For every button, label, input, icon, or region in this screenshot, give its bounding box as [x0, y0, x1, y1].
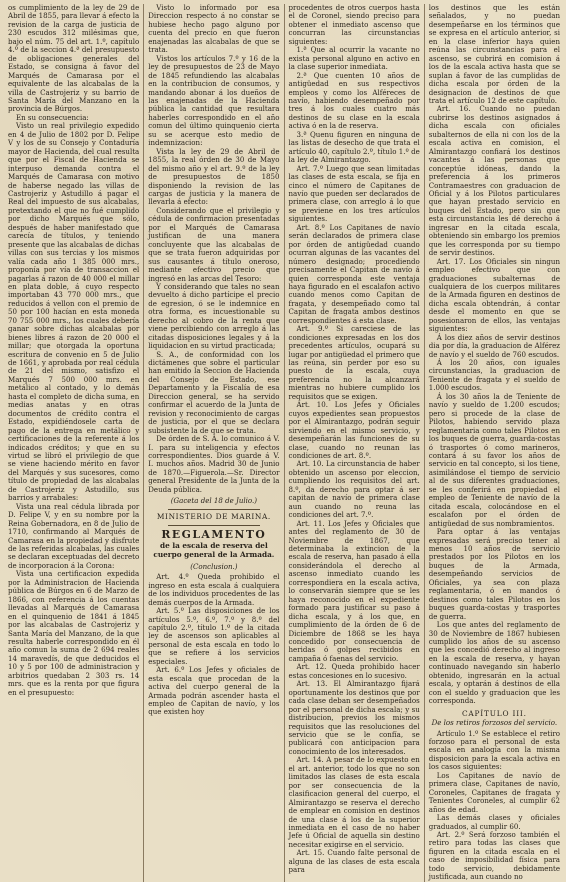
article: Art. 15. Cuando falte personal de alguna de las clases de esta escala para: [288, 848, 420, 875]
paragraph: Vista una certificacion expedida por la Administracion de Hacienda pública de Búrgos en 6 de Marzo de 1866, con referencia á los cuentas llevadas al Marqués de Camarasa en el quinquenio de 1841 á 1845 por las alcabalas de Castrojeriz y Santa María del Manzano, de la que resulta haberle correspondido en él año comun la suma de 2 694 reales 14 maravedís, de que deducidos el 10 y 5 por 100 de administracion y arbitrios quedaban 2 303 rs. 14 mrs. que es la renta por que figura en el presupuesto:: [8, 569, 140, 697]
paragraph: Á los 30 años la de Teniente de navío y sueldo de 1.200 escudos; pero si procede de la clase de Pilotos, habiendo servido plaza reglamentaria como tales Pilotos en los buques de guerra, guarda-costas ó trasportes ó como marineros, contará á su favor los años de servicio en tal concepto, si los tiene, asimilándose el tiempo de servicio al de sus diferentes graduaciones, se les conferirá en propiedad el empleo de Teniente de navío de la citada escala, colocándose en el escalafon por el órden de antigüedad de sus nombramientos.: [428, 391, 560, 528]
paragraph: 3.ª Quenu figuren en ninguna de las listas de desecho de que trata el artículo 40, capítulo 2.º, título 1.º de la ley de Almirantazgo.: [288, 129, 420, 165]
article: Art. 4.º Queda prohibido el ingreso en esta escala á cualquiera de los individuos procedentes de las demás cuerpos de la Armada.: [148, 572, 280, 607]
paragraph: En su consecuencia:: [16, 112, 89, 122]
article: Art. 17. Los Oficiales sin ningun empleo efectivo que con graduaciones subalternas de cualquiera de los cuerpos militares de la Armada figuren en destinos de dicha escala obtendrán, á contar desde el momento en que se posesionaron de ellos, las ventajas siguientes:: [428, 256, 560, 334]
paragraph: Las demás clases y oficiales graduados, al cumplir 60.: [428, 813, 560, 831]
paragraph: Los que antes del reglamento de 30 de Noviembre de 1867 hubiesen cumplido los años de su ascenso que les concedió derecho al ingreso en la escala de reserva, y hayan continuado navegando sin haberlo obtenido, ingresarán en la actual escala, y optarán á destinos de ella con el sueldo y graduacion que les corresponda.: [428, 620, 560, 706]
article: Art. 6.º Los Jefes y oficiales de esta escala que procedan de la activa del cuerpo general de la Armada podrán ascender hasta el empleo de Capitan de navío, y los que existen hoy: [148, 665, 280, 717]
column-3: [289, 4, 420, 882]
paragraph: Visto lo informado por esa Direccion respecto á no constar se hubiese hecho pago alguno por cuenta del precio en que fueron enajenadas las alcabalas de que se trata.: [148, 3, 280, 55]
article: Art. 8.º Los Capitanes de navío serán declarados de primera clase por órden de antigüedad cuando ocurran algunas de las vacantes del número designado; procediendo precisamente el Capitan de navío á quien corresponda este ventaja haya figurado en el escalafon activo cuando menos como Capitan de fragata, y desempeñado como tal Capitan de fragata ambos destinos correspondientes á esta clase.: [288, 222, 420, 325]
ministry-heading: MINISTERIO DE MARINA.: [156, 511, 271, 521]
article: Art. 16. Cuando no puedan cubrirse los destinos asignados á dicha escala con oficiales subalternos de ella ni con los de la escala activa en comision, el Almirantazgo confiará los destinos vacantes á las personas que conceptúe idóneas, dando la preferencia á los primeros Contramaestres con graduacion de Oficial y á los Pilotos particulares que hayan prestado servicio en buques del Estado, pero sin que esta circunstancia les dé derecho á ingresar en la citada escala, obteniendo sin embargo los premios que les corresponda por su tiempo de servir destinos.: [428, 104, 560, 258]
paragraph: Vista la ley de 29 de Abril de 1855, la real órden de 30 de Mayo del mismo año y el art. 9.º de la ley de presupuestos de 1850 disponiendo la revision de las cargas de justicia y la manera de llevarla á efecto:: [148, 146, 280, 207]
paragraph: los destinos que les están señalados, y no puedan desempeñarse en los términos que se expresa en el artículo anterior, si en la clase inferior haya quien reúna las circunstancias para el ascenso, se cubrirá en comision á los de la escala activa hasta que se suplan á favor de las cumplidas de dicha escala por órden de la designacion de destinos de que trata el artículo 12 de este capítulo.: [428, 3, 560, 105]
paragraph: 1.ª Que al ocurrir la vacante no exista personal alguno en activo en la clase superior inmediata.: [288, 45, 420, 72]
column-4: [429, 4, 560, 882]
paragraph: procedentes de otros cuerpos hasta el de Coronel, siendo preciso para obtener el inmediato ascenso que concurran las circunstancias siguientes:: [288, 3, 420, 46]
article: Art. 10. Los Jefes y Oficiales cuyos expedientes sean propuestos por el Almirantazgo, podrán seguir sirviendo en el mismo servicio, y desempeñarán las funciones de su clase, cuando no reunan las condiciones de art. 8.º.: [288, 400, 420, 461]
paragraph: Á los diez años de servir destinos dia por día, la graduacion de Alférez de navío y el sueldo de 760 escudos.: [428, 332, 560, 359]
paragraph: S. A., de conformidad con los dictámenes que sobre el particular han emitido la Seccion de Hacienda del Consejo de Estado, ese Departamento y la Fiscalía de esa Direccion general, se ha servido confirmar el acuerdo de la Junta de revision y reconocimiento de cargas de justicia, por el que se declara subsistente la de que se trata.: [148, 349, 280, 435]
divider: [168, 509, 259, 510]
article: Art. 9.º Si careciese de las condiciones expresadas en los dos precedentes artículos, ocupará su lugar por antigüedad el primero que las reúna, sin perder por eso su puesto de la escala, cuya preferencia no la alcanzará mientras no hubiere cumplido los requisitos que se exigen.: [288, 324, 420, 401]
chapter-subtitle: De los retiros forzosos del servicio.: [431, 718, 558, 728]
paragraph: Los Capitanes de navío de primera clase, Capitanes de navío, Coroneles, Capitanes de fragata y Tenientes Coroneles, al cumplir 62 años de edad.: [428, 770, 560, 814]
paragraph: Para optar á las ventajas expresadas será preciso tener al menos 10 años de servicio prestados por los Pilotos en los buques de la Armada, desempeñando servicios de Oficiales, ya sea con plaza reglamentaria, ó en mandos ó destinos como tales Pilotos en los buques guarda-costas y trasportes de guerra.: [428, 527, 560, 621]
paragraph: Y considerando que tales no sean devuelto á dicho partícipe el precio de egresion, ó se le indemnice en otra forma, es incuestionable su derecho al cobro de la renta que viene percibiendo con arreglo á las citadas disposiciones legales y á la liquidacion en su virtud practicada;: [148, 281, 280, 351]
paragraph: Considerando que el privilegio y cédula de confirmacion presentadas por el Marqués de Camarasa justifican de una manera concluyente que las alcabalas de que se trata fueron adquiridas por sus causantes á título oneroso, mediante efectivo precio que ingresó en las arcas del Tesoro:: [148, 205, 280, 283]
article: Art. 12. Queda prohibido hacer estas concesiones en lo sucesivo.: [288, 662, 420, 680]
article: Art. 2.º Será forzoso también el retiro para todas las clases que figuren en la citada escala en el caso de imposibilidad física para todo servicio, debidamente justificada, aun cuando no: [428, 829, 560, 882]
article: Artículo 1.º Se establece el retiro forzoso para el personal de esta escala en analogía con la misma disposicion para la escala activa en los casos siguientes:: [428, 728, 560, 772]
article: Art. 11. Los Jefes y Oficiales que antes del reglamento de 30 de Noviembre de 1867, que determinaba la extincion de la escala de reserva, han pasado á ella considerándola el derecho al ascenso inmediato cuando les correspondiera en la escala activa, lo conservarán siempre que se les haya reconocido en el expediente formado para justificar su paso á dicha escala, y á los que, en cumplimiento de la órden de 6 de Diciembre de 1868 se les haya concedido por consecuencia de heridas ó golpes recibidos en campaña ó faenas del servicio.: [288, 518, 420, 663]
article: Art. 5.º Las disposiciones de los artículos 5.º, 6.º, 7.º y 8.º del capítulo 2.º, título 1.º de la citada ley de ascensos son aplicables al personal de esta escala en todo lo que se refiere á los servicios especiales.: [148, 606, 280, 666]
paragraph: os cumplimiento de la ley de 29 de Abril de 1855, para llevar á efecto la revision de la carga de justicia de 230 escudos 312 milésimas que, bajo el núm. 75 del art. 1.º, capítulo 4.º de la seccion 4.ª del presupuesto de obligaciones generales del Estado, se consigna á favor del Marqués de Camarasa por el equivalente de las alcabalas de la villa de Castrojeriz y su barrio de Santa María del Manzano en la provincia de Búrgos.: [8, 3, 140, 114]
article: Art. 10. La circunstancia de haber obtenido un ascenso por eleccion, cumpliendo los requisitos del art. 8.º, da derecho para optar á ser capitan de navío de primera clase aun cuando no reuna las condiciones del art. 7.º.: [288, 459, 420, 520]
article: Art. 14. A pesar de lo expuesto en el art. anterior, todo los que no son limitados las clases de esta escala por ser consecuencia de la clasificacion general del cuerpo, el Almirantazgo se reserva el derecho de emplear en comision en destinos de una clase á los de la superior inmediata en el caso de no haber Jefe ú Oficial de aquella sin destino necesitar exigirse en el servicio.: [288, 755, 420, 849]
chapter-heading: CAPÍTULO III.: [461, 708, 527, 718]
article: Art. 13. El Almirantazgo fijará oportunamente los destinos que por cada clase deban ser desempeñados por el personal de dicha escala; y su distribucion, previos los mismos requisitos que las resoluciones del servicio que se le confía, se publicará con anticipacion para conocimiento de los interesados.: [288, 679, 420, 756]
paragraph: 2.ª Que cuenten 10 años de antigüedad en sus respectivos empleos y como los Alféreces de navío, habiendo desempeñado por tres á los cuales cuatro más destinos de su clase en la escala activa ó en la de reserva.: [288, 70, 420, 131]
divider: [168, 525, 259, 526]
regulation-subtitle: de la escala de reserva del cuerpo general de la Armada.: [153, 541, 275, 559]
regulation-title: REGLAMENTO: [161, 528, 267, 542]
paragraph: Vistos los artículos 7.º y 16 de la ley de presupuestos de 23 de Mayo de 1845 refundiendo las alcabalas en la contribucion de consumos, y mandando abonar á los dueños de las enajenadas de la Hacienda pública la cantidad que resultara haberles correspondido en el año comun del último quinquenio cierta su se acerque esto medio de indemnizacion:: [148, 53, 280, 148]
gazette-date: (Gaceta del 18 de Julio.): [170, 496, 257, 506]
paragraph: De órden de S. A. lo comunico á V. I. para su inteligencia y efectos correspondientes. Dios guarde á V. I. muchos años. Madrid 30 de Junio de 1870.—Figuerola.—Sr. Director general Presidente de la Junta de la Deuda pública.: [148, 434, 280, 494]
column-2: [148, 4, 279, 882]
paragraph: Á los 20 años, con iguales circunstancias, la graduacion de Teniente de fragata y el sueldo de 1.000 escudos.: [428, 358, 560, 393]
column-1: [8, 4, 139, 882]
paragraph: Vista una real cédula librada por D. Felipe V, y en su nombre por la Reina Gobernadora, en 8 de Julio de 1710, confirmando al Marqués de Camarasa en la propiedad y disfrute de las referidas alcabalas, las cuales se declaran exceptuadas del decreto de incorporacion á la Corona:: [8, 501, 140, 570]
conclusion-label: (Conclusion.): [190, 561, 238, 571]
paragraph: Visto un real privilegio expedido en 4 de Julio de 1802 por D. Felipe V y los de su Consejo y Contaduría mayor de Hacienda, del cual resulta que por el Fiscal de Hacienda se interpuso demanda contra el Marqués de Camarasa con motivo de haberse negado las villas de Castrojeriz y Astudillo á pagar el Real del impuesto de sus alcabalas, pretextando el que no fué cumplido por dicho Marqués que sólo, después de haber manifestado que carecía de títulos, y teniendo presente que las alcabalas de dichas villas con sus tercias y los mismos valía cada año 1 385 000 mrs., proponía por vía de transaccion el pagarlas á razon de 40 000 el millar en plata doble, á cuyo respecto importaban 43 770 000 mrs., que reducidos á vellon con el premio de 50 por 100 hacían en esta moneda 70 755 000 mrs., los cuales debería ganar sobre dichas alcabalas por bienes libres á razon de 20 000 el millar; que otorgada la oportuna escritura de convenio en 5 de Julio de 1661, y aprobada por real cédula de 21 del mismo, satisfizo el Marqués 7 500 000 mrs. en metálico al contado, y lo demás hasta el completo de dicha suma, en medias anatas y en otras documentos de crédito contra el Estado, expidiéndosele carta de pago de la entrega en metálico y certificaciones de la referente á los indicados créditos; y que en su virtud se libró el privilegio de que se viene haciendo mérito en favor del Marqués y sus sucesores, como título de propiedad de las alcabalas de Castrojeriz y Astudillo, sus barrios y arrabales:: [8, 121, 140, 503]
article: Art. 7.º Luego que sean limitadas las clases de esta escala, se fija en cinco el número de Capitanes de navío que pueden ser declarados de primera clase, con arreglo á lo que se previene en los tres artículos siguientes.: [288, 163, 420, 224]
